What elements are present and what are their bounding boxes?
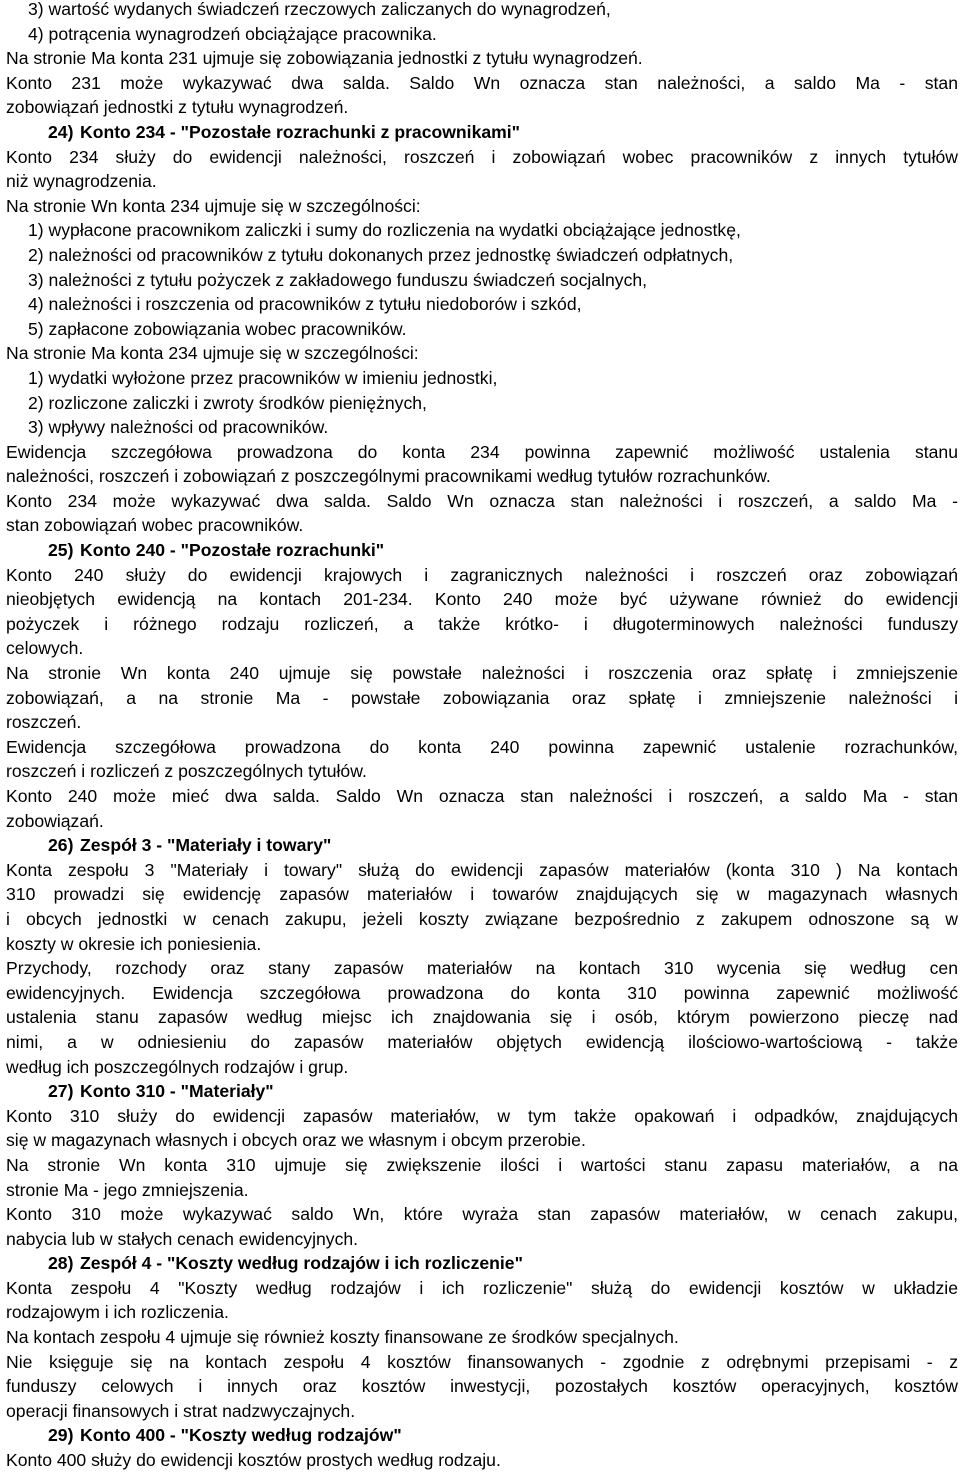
text-line: rodzajowym i ich rozliczenia. bbox=[6, 1302, 229, 1323]
text-line: Konto 234 służy do ewidencji należności, roszczeń i zobowiązań wobec pracowników z innych tytułów bbox=[6, 146, 958, 167]
text-line: 310 prowadzi się ewidencję zapasów materiałów i towarów znajdujących się w magazynach własnych bbox=[6, 884, 958, 905]
list-item: 3) wartość wydanych świadczeń rzeczowych zaliczanych do wynagrodzeń, bbox=[28, 0, 611, 19]
text-line: według ich poszczególnych rodzajów i grup. bbox=[6, 1056, 349, 1077]
text-line: Konto 240 może mieć dwa salda. Saldo Wn oznacza stan należności i roszczeń, a saldo Ma - stan bbox=[6, 786, 958, 806]
text-line: nimi, a w odniesieniu do zapasów materiałów objętych ewidencją ilościowo-wartościową - także bbox=[6, 1031, 958, 1052]
text-line: ewidencyjnych. Ewidencja szczegółowa prowadzona do konta 310 powinna zapewnić możliwość bbox=[6, 982, 958, 1003]
text-line: Przychody, rozchody oraz stany zapasów materiałów na kontach 310 wycenia się według cen bbox=[6, 958, 958, 979]
text-line: funduszy celowych i innych oraz kosztów inwestycji, pozostałych kosztów operacyjnych, kosztów bbox=[6, 1376, 958, 1397]
text-line: celowych. bbox=[6, 638, 84, 659]
section-heading bbox=[6, 120, 958, 145]
section-heading bbox=[6, 1251, 958, 1276]
list-item: 2) należności od pracowników z tytułu dokonanych przez jednostkę świadczeń odpłatnych, bbox=[28, 244, 734, 265]
section-number: 24) bbox=[48, 121, 74, 142]
text-line: Konto 310 służy do ewidencji zapasów materiałów, w tym także opakowań i odpadków, znajdujących bbox=[6, 1105, 958, 1126]
section-title: Zespół 4 - "Koszty według rodzajów i ich rozliczenie" bbox=[80, 1253, 523, 1274]
text-line: zobowiązań jednostki z tytułu wynagrodzeń. bbox=[6, 97, 349, 118]
list-item: 1) wydatki wyłożone przez pracowników w imieniu jednostki, bbox=[28, 367, 498, 388]
text-line: Na stronie Wn konta 310 ujmuje się zwiększenie ilości i wartości stanu zapasu materiałów, a na bbox=[6, 1154, 958, 1175]
document-page bbox=[6, 0, 958, 1473]
text-line: roszczeń i rozliczeń z poszczególnych tytułów. bbox=[6, 761, 367, 782]
text-line: zobowiązań. bbox=[6, 810, 104, 831]
text-line: Ewidencja szczegółowa prowadzona do konta 240 powinna zapewnić ustalenie rozrachunków, bbox=[6, 736, 958, 757]
list-item: 2) rozliczone zaliczki i zwroty środków pieniężnych, bbox=[28, 392, 427, 413]
section-number: 26) bbox=[48, 835, 74, 856]
text-line: nabycia lub w stałych cenach ewidencyjnych. bbox=[6, 1228, 359, 1249]
text-line: zobowiązań, a na stronie Ma - powstałe zobowiązania oraz spłatę i zmniejszenie należności i bbox=[6, 687, 958, 708]
list-item: 4) należności i roszczenia od pracowników z tytułu niedoborów i szkód, bbox=[28, 294, 582, 315]
text-line: roszczeń. bbox=[6, 712, 82, 733]
section-number: 29) bbox=[48, 1425, 74, 1446]
text-line: niż wynagrodzenia. bbox=[6, 171, 157, 192]
text-line: Konto 240 służy do ewidencji krajowych i zagranicznych należności i roszczeń oraz zobowiązań bbox=[6, 564, 958, 585]
section-title: Zespół 3 - "Materiały i towary" bbox=[80, 835, 332, 856]
text-line: Konto 231 może wykazywać dwa salda. Saldo Wn oznacza stan należności, a saldo Ma - stan bbox=[6, 72, 958, 93]
text-line: stan zobowiązań wobec pracowników. bbox=[6, 515, 304, 536]
section-heading bbox=[6, 1079, 958, 1104]
text-line: należności, roszczeń i zobowiązań z poszczególnymi pracownikami według tytułów rozrachunków. bbox=[6, 466, 771, 487]
section-title: Konto 240 - "Pozostałe rozrachunki" bbox=[80, 540, 385, 561]
text-line: pożyczek i różnego rodzaju rozliczeń, a także krótko- i długoterminowych należności funduszy bbox=[6, 613, 958, 634]
section-heading bbox=[6, 538, 958, 563]
text-line: Na stronie Wn konta 240 ujmuje się powstałe należności i roszczenia oraz spłatę i zmniejszenie bbox=[6, 663, 958, 684]
section-number: 28) bbox=[48, 1253, 74, 1274]
text-line: Konto 400 służy do ewidencji kosztów prostych według rodzaju. bbox=[6, 1450, 501, 1471]
list-item: 1) wypłacone pracownikom zaliczki i sumy do rozliczenia na wydatki obciążające jednostkę, bbox=[28, 220, 741, 241]
section-title: Konto 400 - "Koszty według rodzajów" bbox=[80, 1425, 402, 1446]
text-line: operacji finansowych i strat nadzwyczajnych. bbox=[6, 1400, 356, 1421]
text-line: Na stronie Ma konta 231 ujmuje się zobowiązania jednostki z tytułu wynagrodzeń. bbox=[6, 48, 643, 69]
section-number: 25) bbox=[48, 540, 74, 561]
section-title: Konto 234 - "Pozostałe rozrachunki z pracownikami" bbox=[80, 121, 521, 142]
text-line: ustalenia stanu zapasów według miejsc ich znajdowania się i osób, którym powierzono pieczę nad bbox=[6, 1007, 958, 1028]
text-line: koszty w okresie ich poniesienia. bbox=[6, 933, 262, 954]
text-line: Na stronie Wn konta 234 ujmuje się w szczególności: bbox=[6, 195, 421, 216]
list-item: 5) zapłacone zobowiązania wobec pracowników. bbox=[28, 318, 407, 339]
section-heading bbox=[6, 833, 958, 858]
text-line: Ewidencja szczegółowa prowadzona do konta 234 powinna zapewnić możliwość ustalenia stanu bbox=[6, 441, 958, 462]
section-number: 27) bbox=[48, 1081, 74, 1102]
list-item: 3) należności z tytułu pożyczek z zakładowego funduszu świadczeń socjalnych, bbox=[28, 269, 648, 290]
text-line: Nie księguje się na kontach zespołu 4 kosztów finansowanych - zgodnie z odrębnymi przepisami - z bbox=[6, 1351, 958, 1372]
section-title: Konto 310 - "Materiały" bbox=[80, 1081, 274, 1102]
text-line: stronie Ma - jego zmniejszenia. bbox=[6, 1179, 249, 1200]
text-line: się w magazynach własnych i obcych oraz we własnym i obcym przerobie. bbox=[6, 1130, 586, 1151]
section-heading bbox=[6, 1423, 958, 1448]
text-line: i obcych jednostki w cenach zakupu, jeżeli koszty związane bezpośrednio z zakupem odnoszone są w bbox=[6, 908, 958, 929]
text-line: Na kontach zespołu 4 ujmuje się również koszty finansowane ze środków specjalnych. bbox=[6, 1327, 679, 1348]
text-line: Konto 234 może wykazywać dwa salda. Saldo Wn oznacza stan należności i roszczeń, a saldo Ma - bbox=[6, 490, 958, 511]
text-line: Konta zespołu 3 "Materiały i towary" służą do ewidencji zapasów materiałów (konta 310 ) Na kontach bbox=[6, 859, 958, 880]
text-line: Na stronie Ma konta 234 ujmuje się w szczególności: bbox=[6, 343, 419, 364]
text-line: Konta zespołu 4 "Koszty według rodzajów i ich rozliczenie" służą do ewidencji kosztów w układzie bbox=[6, 1277, 958, 1298]
text-line: Konto 310 może wykazywać saldo Wn, które wyraża stan zapasów materiałów, w cenach zakupu, bbox=[6, 1204, 958, 1225]
text-line: nieobjętych ewidencją na kontach 201-234. Konto 240 może być używane również do ewidencji bbox=[6, 589, 958, 610]
list-item: 4) potrącenia wynagrodzeń obciążające pracownika. bbox=[28, 23, 437, 44]
list-item: 3) wpływy należności od pracowników. bbox=[28, 417, 329, 438]
